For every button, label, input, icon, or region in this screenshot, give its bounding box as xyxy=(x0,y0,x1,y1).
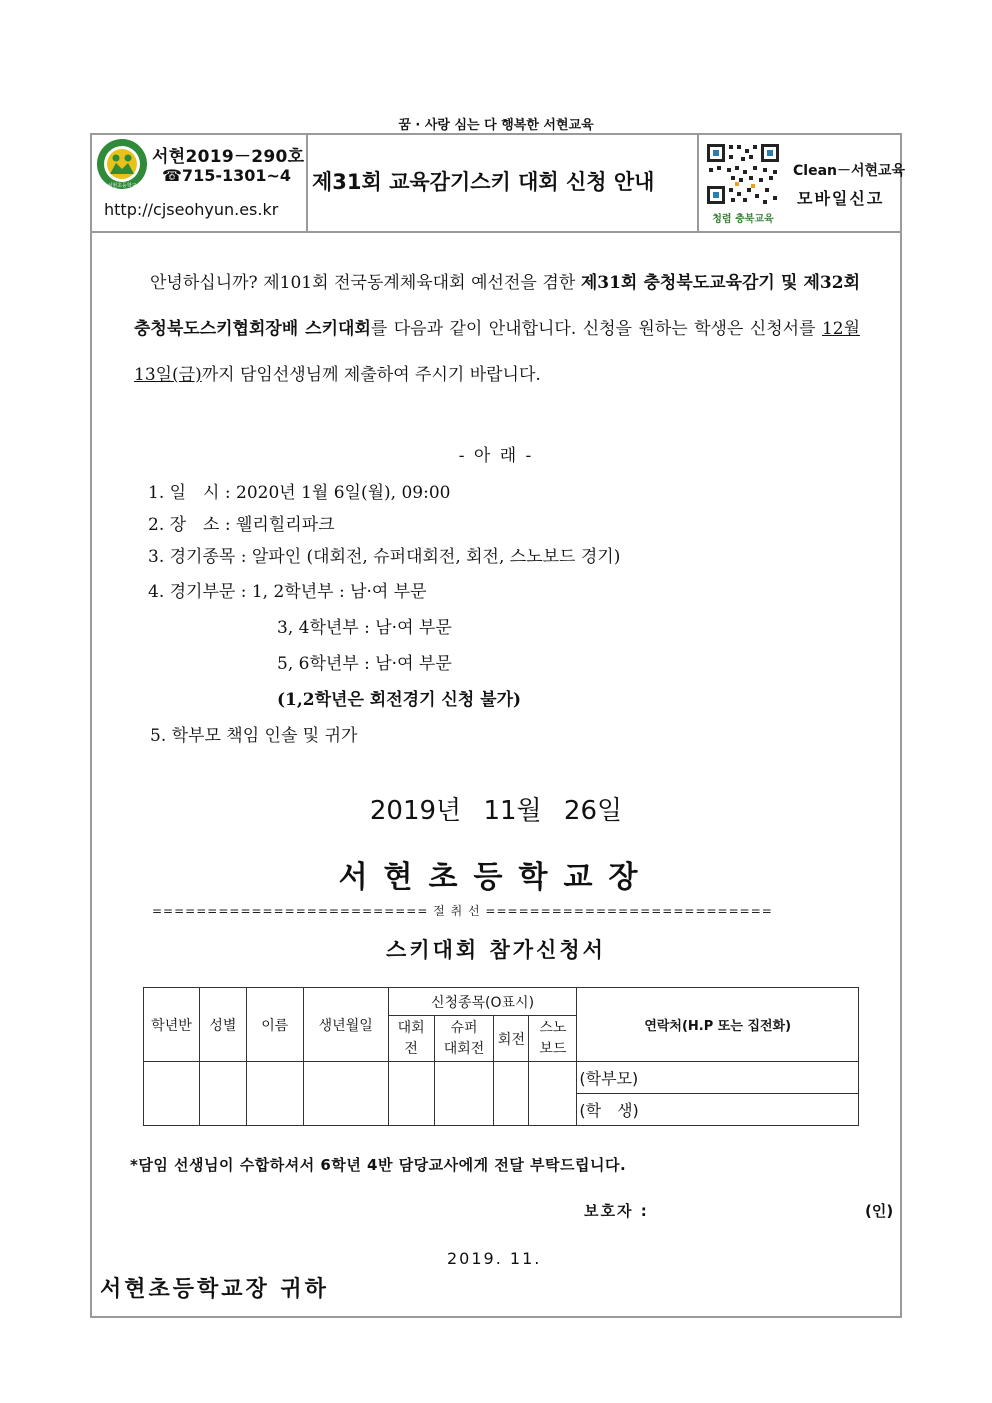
check-snowboard[interactable] xyxy=(529,1062,577,1126)
header-divider-left xyxy=(306,133,308,232)
school-logo-icon xyxy=(96,138,148,190)
guardian-label: 보호자 : xyxy=(584,1202,649,1220)
list-item-date: 1. 일 시 : 2020년 1월 6일(월), 09:00 xyxy=(148,483,451,503)
application-table xyxy=(143,987,859,1126)
mobile-report-label: 모바일신고 xyxy=(797,189,885,208)
input-birthdate[interactable] xyxy=(303,1062,388,1126)
intro-text-2: 를 다음과 같이 안내합니다. 신청을 원하는 학생은 신청서를 xyxy=(370,319,822,339)
check-giant-slalom[interactable] xyxy=(388,1062,434,1126)
input-grade-class[interactable] xyxy=(144,1062,200,1126)
header-name: 이름 xyxy=(246,988,303,1062)
header-slalom: 회전 xyxy=(494,1016,529,1062)
header-events: 신청종목(O표시) xyxy=(388,988,577,1016)
document-number: 서현2019－290호 xyxy=(152,147,305,167)
qr-code-icon[interactable] xyxy=(705,142,781,206)
notice-date: 2019년 11월 26일 xyxy=(369,796,623,826)
list-item-events: 3. 경기종목 : 알파인 (대회전, 슈퍼대회전, 회전, 스노보드 경기) xyxy=(148,547,621,567)
school-principal: 서현초등학교장 xyxy=(338,860,654,895)
header-divider xyxy=(90,231,902,233)
header-super-g: 슈퍼 대회전 xyxy=(434,1016,494,1062)
check-super-g[interactable] xyxy=(434,1062,494,1126)
logo-text: 서현초등학교 xyxy=(107,183,137,189)
header-snowboard: 스노 보드 xyxy=(529,1016,577,1062)
list-item-division-note: (1,2학년은 회전경기 신청 불가) xyxy=(277,690,522,710)
input-name[interactable] xyxy=(246,1062,303,1126)
submission-note: *담임 선생님이 수합하셔서 6학년 4반 담당교사에게 전달 부탁드립니다. xyxy=(130,1156,627,1174)
intro-paragraph xyxy=(134,260,860,398)
contact-parent[interactable]: (학부모) xyxy=(577,1062,859,1094)
cut-line: ========================= 절 취 선 ========================== xyxy=(152,904,773,918)
list-item-guardian: 5. 학부모 책임 인솔 및 귀가 xyxy=(150,726,358,746)
header-birthdate: 생년월일 xyxy=(303,988,388,1062)
intro-text-3: 까지 담임선생님께 제출하여 주시기 바랍니다. xyxy=(201,365,541,385)
clean-label: Clean－서현교육 xyxy=(793,163,906,179)
intro-event-name: 제31회 충청북도교육감기 및 제32회 충청북도스키협회장배 스키대회 xyxy=(134,273,860,339)
form-title: 스키대회 참가신청서 xyxy=(386,938,606,962)
page-title: 제31회 교육감기스키 대회 신청 안내 xyxy=(312,170,655,194)
list-item-division-34: 3, 4학년부 : 남·여 부문 xyxy=(277,618,452,638)
addressee: 서현초등학교장 귀하 xyxy=(100,1277,329,1302)
intro-deadline: 12월 13일(금) xyxy=(134,319,861,385)
school-website[interactable]: http://cjseohyun.es.kr xyxy=(104,200,279,219)
header-grade-class: 학년반 xyxy=(144,988,200,1062)
section-heading: - 아 래 - xyxy=(458,446,534,466)
list-item-place: 2. 장 소 : 웰리힐리파크 xyxy=(148,515,335,535)
qr-caption: 청렴 충북교육 xyxy=(712,214,774,225)
list-item-division-56: 5, 6학년부 : 남·여 부문 xyxy=(277,654,452,674)
header-divider-right xyxy=(697,133,699,232)
seal-label: (인) xyxy=(865,1202,894,1220)
header-giant-slalom: 대회 전 xyxy=(388,1016,434,1062)
input-gender[interactable] xyxy=(199,1062,246,1126)
contact-student[interactable]: (학 생) xyxy=(577,1094,859,1126)
check-slalom[interactable] xyxy=(494,1062,529,1126)
list-item-divisions: 4. 경기부문 : 1, 2학년부 : 남·여 부문 xyxy=(148,582,427,602)
motto: 꿈 · 사랑 심는 다 행복한 서현교육 xyxy=(398,118,594,133)
intro-text-1: 안녕하십니까? 제101회 전국동계체육대회 예선전을 겸한 xyxy=(150,273,581,293)
header-gender: 성별 xyxy=(199,988,246,1062)
phone-number: ☎715-1301~4 xyxy=(162,166,292,185)
header-contact: 연락처(H.P 또는 집전화) xyxy=(577,988,859,1062)
form-date: 2019. 11. xyxy=(447,1249,542,1268)
